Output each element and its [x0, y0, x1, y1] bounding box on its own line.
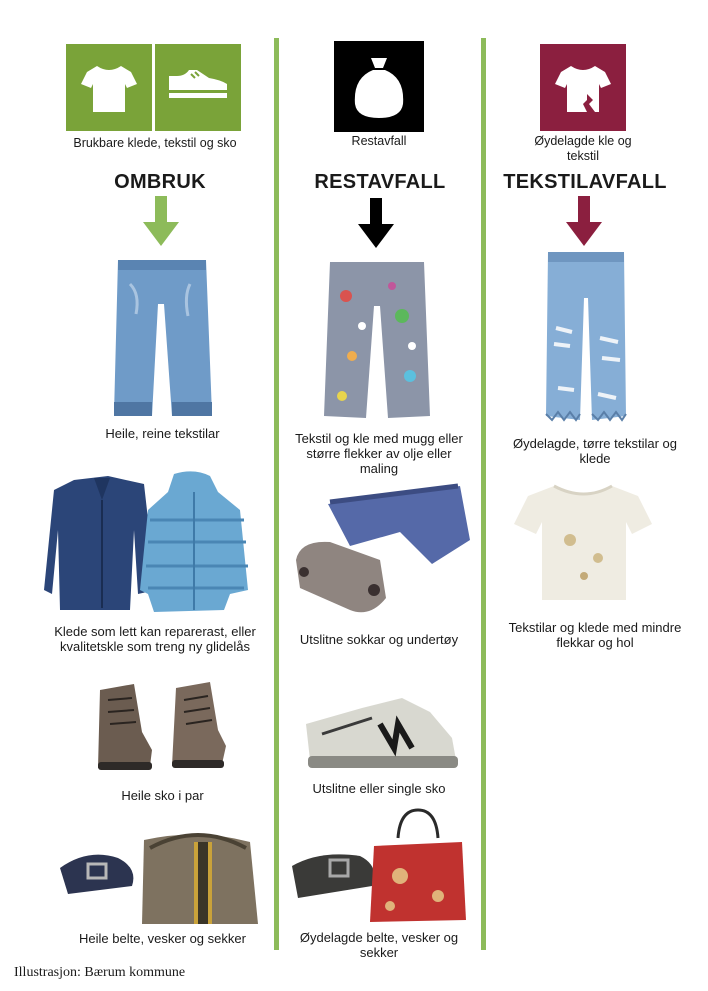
category-label-tekstilavfall: Øydelagde kle og tekstil	[534, 134, 632, 163]
ripped-jeans-image	[542, 248, 630, 426]
caption-mould-oil-paint: Tekstil og kle med mugg eller større flekker av olje eller maling	[295, 431, 463, 476]
jeans-image	[110, 254, 214, 422]
arrow-down-icon	[143, 196, 179, 246]
worn-belt-and-bag-image	[290, 806, 468, 924]
caption-broken-dry-textiles: Øydelagde, tørre tekstilar og klede	[512, 436, 678, 466]
caption-intact-belts-bags: Heile belte, vesker og sekker	[79, 931, 246, 946]
trash-bag-icon	[334, 41, 424, 132]
paint-stained-jeans-image	[322, 256, 432, 422]
caption-worn-single-shoes: Utslitne eller single sko	[312, 781, 446, 796]
caption-intact-clean-textiles: Heile, reine tekstilar	[105, 426, 220, 441]
belts-and-bag-image	[58, 828, 264, 926]
caption-intact-shoes-pair: Heile sko i par	[121, 788, 204, 803]
category-label-restavfall: Restavfall	[351, 134, 407, 148]
torn-tshirt-icon	[540, 44, 626, 131]
caption-small-stains-holes: Tekstilar og klede med mindre flekkar og hol	[508, 620, 682, 650]
arrow-down-icon	[358, 198, 394, 248]
caption-repairable-clothes: Klede som lett kan reparerast, eller kvalitetskle som treng ny glidelås	[54, 624, 256, 654]
socks-and-underwear-image	[290, 480, 472, 620]
column-title-restavfall: RESTAVFALL	[314, 171, 446, 193]
boots-pair-image	[94, 680, 228, 776]
caption-worn-socks-underwear: Utslitne sokkar og undertøy	[299, 632, 459, 647]
stained-tshirt-image	[514, 480, 652, 604]
tshirt-icon	[66, 44, 152, 131]
column-title-tekstilavfall: TEKSTILAVFALL	[503, 171, 667, 193]
category-label-ombruk: Brukbare klede, tekstil og sko	[73, 136, 237, 150]
caption-broken-belts-bags: Øydelagde belte, vesker og sekker	[299, 930, 459, 960]
shoe-icon	[155, 44, 241, 131]
column-title-ombruk: OMBRUK	[114, 171, 206, 193]
column-divider-right	[481, 38, 486, 950]
column-divider-left	[274, 38, 279, 950]
worn-sneaker-image	[302, 694, 460, 774]
illustration-credit: Illustrasjon: Bærum kommune	[14, 965, 186, 980]
arrow-down-icon	[566, 196, 602, 246]
shirt-and-puffer-jacket-image	[44, 470, 250, 618]
